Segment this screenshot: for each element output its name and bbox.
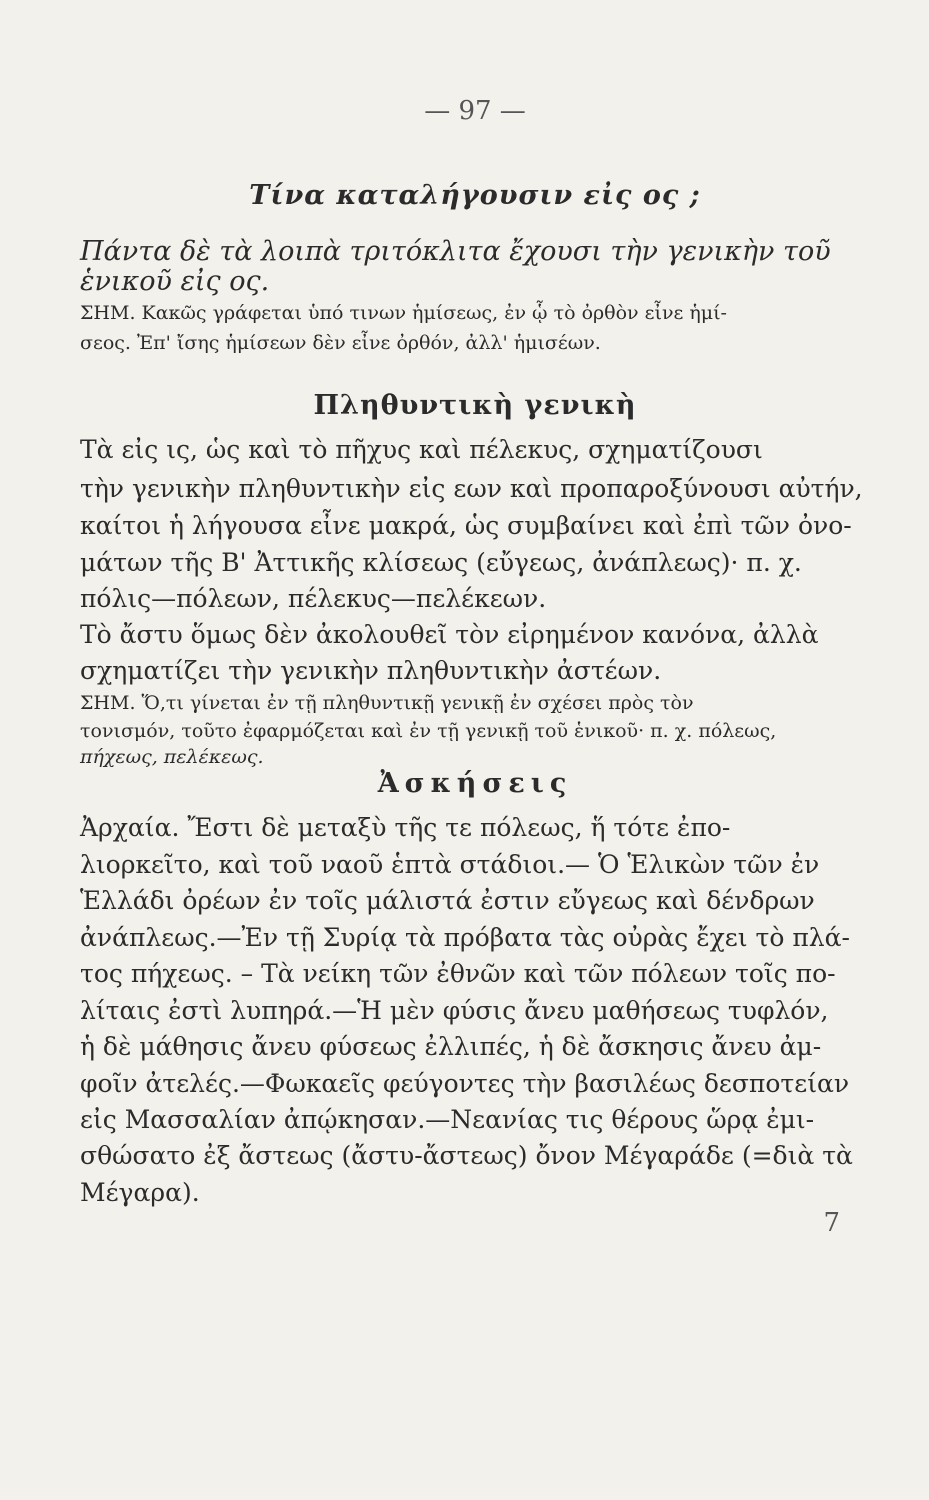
para1-line-4: μάτων τῆς Β' Ἀττικῆς κλίσεως (εὔγεως, ἀνάπλεως)· π. χ. [80,548,802,577]
heading-plural-genitive: Πληθυντικὴ γενικὴ [313,390,637,421]
page-number: — 97 — [424,96,526,126]
note2-line-3: πήχεως, πελέκεως. [80,746,264,768]
para1-line-2: τὴν γενικὴν πληθυντικὴν εἰς εων καὶ προπαροξύνουσι αὐτήν, [80,474,863,503]
para3-line-9: εἰς Μασσαλίαν ἀπῴκησαν.—Νεανίας τις θέρους ὥρᾳ ἐμι- [80,1105,815,1134]
rule-line-2: ἑνικοῦ εἰς ος. [80,266,270,297]
signature-mark: 7 [823,1208,840,1238]
note1-line-2: σεος. Ἐπ' ἴσης ἡμίσεων δὲν εἶνε ὀρθόν, ἀλλ' ἡμισέων. [80,332,601,354]
para1-line-5: πόλις—πόλεων, πέλεκυς—πελέκεων. [80,584,547,613]
para1-line-3: καίτοι ἡ λήγουσα εἶνε μακρά, ὡς συμβαίνει καὶ ἐπὶ τῶν ὀνο- [80,511,852,540]
heading-endings: Τίνα καταλήγουσιν εἰς ος ; [249,180,701,211]
para3-line-1: Ἀρχαία. Ἔστι δὲ μεταξὺ τῆς τε πόλεως, ἥ τότε ἐπο- [80,813,731,842]
para3-line-3: Ἑλλάδι ὀρέων ἐν τοῖς μάλιστά ἐστιν εὔγεως καὶ δένδρων [80,886,815,915]
para2-line-2: σχηματίζει τὴν γενικὴν πληθυντικὴν ἀστέων. [80,656,662,685]
para3-line-8: φοῖν ἀτελές.—Φωκαεῖς φεύγοντες τὴν βασιλέως δεσποτείαν [80,1069,850,1098]
para3-line-6: λίταις ἐστὶ λυπηρά.—Ἡ μὲν φύσις ἄνευ μαθήσεως τυφλόν, [80,996,829,1025]
para3-line-2: λιορκεῖτο, καὶ τοῦ ναοῦ ἑπτὰ στάδιοι.— Ὁ Ἑλικὼν τῶν ἐν [80,850,820,879]
rule-line-1: Πάντα δὲ τὰ λοιπὰ τριτόκλιτα ἔχουσι τὴν γενικὴν τοῦ [80,236,831,267]
heading-exercises: Ἀσκήσεις [377,768,573,799]
para3-line-5: τος πήχεως. – Τὰ νείκη τῶν ἐθνῶν καὶ τῶν πόλεων τοῖς πο- [80,959,836,988]
para3-line-11: Μέγαρα). [80,1178,200,1207]
note2-line-1: ΣΗΜ. Ὅ,τι γίνεται ἐν τῇ πληθυντικῇ γενικῇ ἐν σχέσει πρὸς τὸν [80,692,694,714]
para3-line-7: ἡ δὲ μάθησις ἄνευ φύσεως ἐλλιπές, ἡ δὲ ἄσκησις ἄνευ ἀμ- [80,1032,822,1061]
note2-line-2: τονισμόν, τοῦτο ἐφαρμόζεται καὶ ἐν τῇ γενικῇ τοῦ ἑνικοῦ· π. χ. πόλεως, [80,720,777,742]
note1-line-1: ΣΗΜ. Κακῶς γράφεται ὑπό τινων ἡμίσεως, ἐν ᾧ τὸ ὀρθὸν εἶνε ἡμί- [80,302,727,324]
para3-line-10: σθώσατο ἐξ ἄστεως (ἄστυ-ἄστεως) ὄνον Μέγαράδε (=διὰ τὰ [80,1141,853,1170]
para2-line-1: Τὸ ἄστυ ὅμως δὲν ἀκολουθεῖ τὸν εἰρημένον κανόνα, ἀλλὰ [80,620,819,649]
para1-line-1: Τὰ εἰς ις, ὡς καὶ τὸ πῆχυς καὶ πέλεκυς, σχηματίζουσι [80,435,763,464]
para3-line-4: ἀνάπλεως.—Ἐν τῇ Συρίᾳ τὰ πρόβατα τὰς οὐρὰς ἔχει τὸ πλά- [80,923,850,952]
